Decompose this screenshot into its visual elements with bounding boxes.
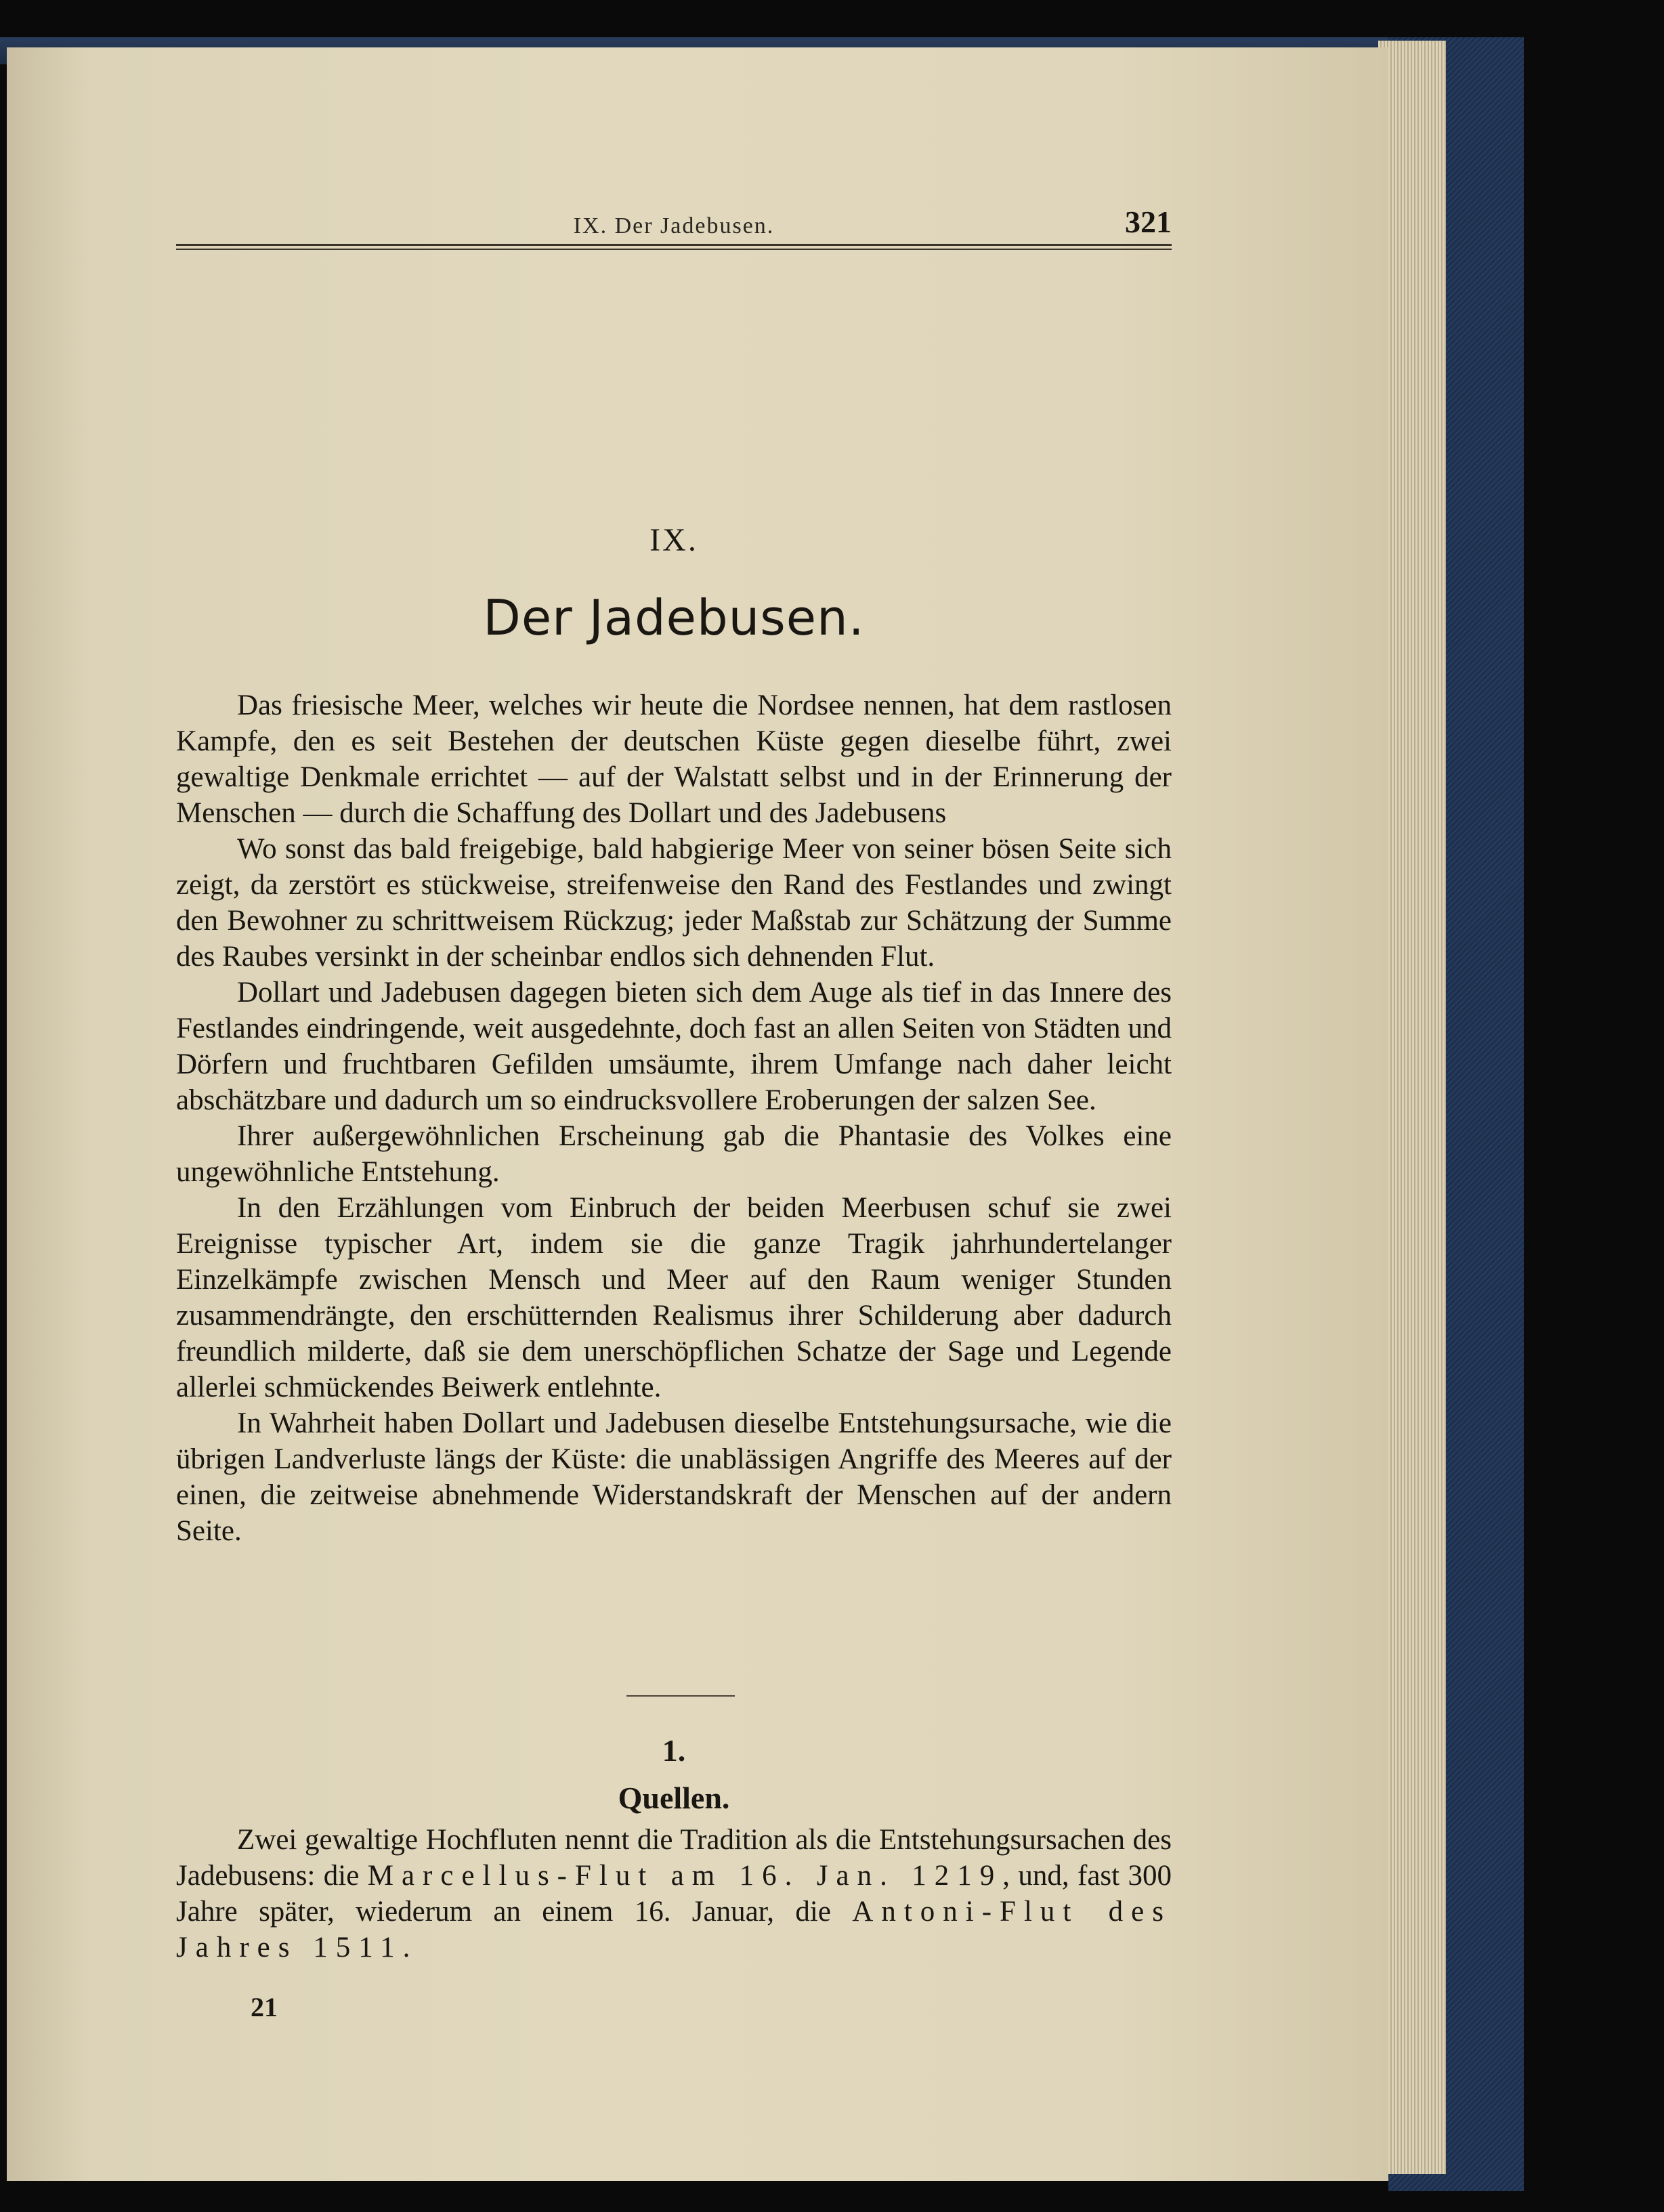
- header-rule: [176, 244, 1172, 246]
- chapter-title: Der Jadebusen.: [483, 589, 865, 646]
- section-number: 1.: [662, 1733, 686, 1768]
- paragraph: Das friesische Meer, welches wir heute die Nordsee nennen, hat dem rastlosen Kampfe, den es seit Bestehen der deutschen Küste gegen dieselbe führt, zwei gewaltige Denkmale errichtet — auf der Walstatt selbst und in der Erinnerung der Menschen — durch die Schaffung des Dollart und des Jadebusens: [176, 689, 1172, 829]
- header-rule-thin: [176, 249, 1172, 250]
- paragraph: In den Erzählungen vom Einbruch der beiden Meerbusen schuf sie zwei Ereignisse typischer Art, indem sie die ganze Tragik jahrhundertelanger Einzelkämpfe zwischen Mensch und Meer auf den Raum weniger Stunden zusammendrängte, den erschütternden Realismus ihrer Schilderung aber dadurch freundlich milderte, daß sie dem unerschöpflichen Schatze der Sage und Legende allerlei schmückendes Beiwerk entlehnte.: [176, 1192, 1172, 1403]
- printer-signature: 21: [251, 1992, 278, 2022]
- paragraph: Dollart und Jadebusen dagegen bieten sich dem Auge als tief in das Innere des Festlandes eindringende, weit ausgedehnte, doch fast an allen Seiten von Städten und Dörfern und fruchtbaren Gefilden umsäumte, ihrem Umfange nach daher leicht abschätzbare und dadurch um so eindrucksvollere Eroberungen der salzen See.: [176, 977, 1172, 1116]
- flood-name-marcellus: Marcellus-Flut am 16. Jan. 1219: [367, 1860, 1003, 1892]
- chapter-body: [176, 687, 1172, 1549]
- paragraph: In Wahrheit haben Dollart und Jadebusen dieselbe Entstehungsursache, wie die übrigen Landverluste längs der Küste: die unablässigen Angriffe des Meeres auf der einen, die zeitweise abnehmende Widerstandskraft der Menschen auf der andern Seite.: [176, 1407, 1172, 1547]
- section-title: Quellen.: [618, 1781, 730, 1815]
- section-text-3: .: [402, 1932, 410, 1963]
- section-text-1: Zwei gewaltige Hochfluten nennt die Tradition als die Entstehungsursachen des Jadebusens: die: [176, 1824, 1172, 1892]
- running-head: [176, 201, 1172, 242]
- section-text-2: , und, fast 300 Jahre später, wiederum an einem 16. Januar, die: [176, 1860, 1172, 1928]
- paragraph: Wo sonst das bald freigebige, bald habgierige Meer von seiner bösen Seite sich zeigt, da zerstört es stückweise, streifenweise den Rand des Festlandes und zwingt den Bewohner zu schrittweisem Rückzug; jeder Maßstab zur Schätzung der Summe des Raubes versinkt in der scheinbar endlos sich dehnenden Flut.: [176, 833, 1172, 973]
- paragraph: Ihrer außergewöhnlichen Erscheinung gab die Phantasie des Volkes eine ungewöhnliche Entstehung.: [176, 1120, 1172, 1188]
- book-page: [7, 47, 1388, 2181]
- section-divider: [626, 1695, 735, 1697]
- flood-name-antoni: Antoni-Flut des Jahres 1511: [176, 1896, 1172, 1963]
- chapter-number: IX.: [649, 522, 698, 558]
- page-stack: [1378, 41, 1446, 2174]
- page-number: 321: [1125, 205, 1172, 239]
- section-paragraph: [176, 1822, 1172, 1965]
- section-body: [176, 1822, 1172, 1965]
- running-title: IX. Der Jadebusen.: [573, 213, 775, 238]
